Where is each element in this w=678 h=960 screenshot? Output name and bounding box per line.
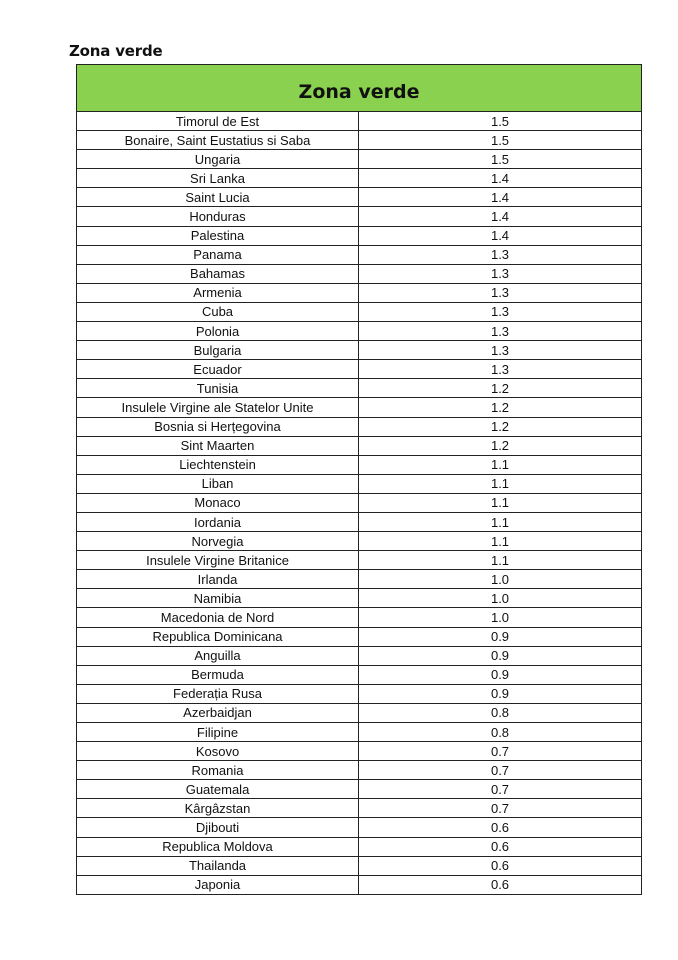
value-cell: 1.2 — [359, 379, 642, 398]
table-row — [77, 188, 642, 207]
table-header-row — [77, 65, 642, 112]
table-row — [77, 570, 642, 589]
value-cell: 1.2 — [359, 398, 642, 417]
value-cell: 0.9 — [359, 665, 642, 684]
table-row — [77, 322, 642, 341]
table-row — [77, 264, 642, 283]
country-cell: Sri Lanka — [77, 169, 359, 188]
table-row — [77, 131, 642, 150]
table-row — [77, 608, 642, 627]
table-row — [77, 169, 642, 188]
country-cell: Honduras — [77, 207, 359, 226]
country-cell: Ungaria — [77, 150, 359, 169]
country-cell: Kârgâzstan — [77, 799, 359, 818]
country-cell: Saint Lucia — [77, 188, 359, 207]
value-cell: 0.7 — [359, 780, 642, 799]
table-row — [77, 493, 642, 512]
country-cell: Romania — [77, 761, 359, 780]
country-cell: Liban — [77, 474, 359, 493]
country-cell: Timorul de Est — [77, 112, 359, 131]
country-cell: Norvegia — [77, 532, 359, 551]
table-row — [77, 150, 642, 169]
table-row — [77, 417, 642, 436]
country-cell: Insulele Virgine ale Statelor Unite — [77, 398, 359, 417]
value-cell: 0.6 — [359, 856, 642, 875]
country-cell: Bonaire, Saint Eustatius si Saba — [77, 131, 359, 150]
table-row — [77, 436, 642, 455]
value-cell: 0.7 — [359, 799, 642, 818]
table-row — [77, 703, 642, 722]
value-cell: 0.9 — [359, 646, 642, 665]
table-row — [77, 742, 642, 761]
table-row — [77, 684, 642, 703]
value-cell: 0.6 — [359, 818, 642, 837]
country-cell: Japonia — [77, 875, 359, 894]
country-cell: Bosnia si Herțegovina — [77, 417, 359, 436]
value-cell: 0.9 — [359, 684, 642, 703]
table-row — [77, 837, 642, 856]
country-cell: Bahamas — [77, 264, 359, 283]
table-row — [77, 398, 642, 417]
country-cell: Kosovo — [77, 742, 359, 761]
country-cell: Anguilla — [77, 646, 359, 665]
table-row — [77, 799, 642, 818]
table-row — [77, 474, 642, 493]
table-row — [77, 646, 642, 665]
value-cell: 1.2 — [359, 436, 642, 455]
value-cell: 1.3 — [359, 264, 642, 283]
table-row — [77, 818, 642, 837]
country-cell: Tunisia — [77, 379, 359, 398]
value-cell: 0.6 — [359, 837, 642, 856]
country-cell: Liechtenstein — [77, 455, 359, 474]
country-cell: Azerbaidjan — [77, 703, 359, 722]
table-row — [77, 532, 642, 551]
country-cell: Insulele Virgine Britanice — [77, 551, 359, 570]
table-row — [77, 723, 642, 742]
country-cell: Irlanda — [77, 570, 359, 589]
value-cell: 0.8 — [359, 723, 642, 742]
value-cell: 1.4 — [359, 188, 642, 207]
table-body — [77, 112, 642, 895]
table-row — [77, 302, 642, 321]
green-zone-table — [76, 64, 642, 895]
country-cell: Ecuador — [77, 360, 359, 379]
country-cell: Namibia — [77, 589, 359, 608]
value-cell: 1.5 — [359, 112, 642, 131]
value-cell: 1.1 — [359, 474, 642, 493]
value-cell: 1.2 — [359, 417, 642, 436]
table-row — [77, 761, 642, 780]
country-cell: Bulgaria — [77, 341, 359, 360]
value-cell: 0.8 — [359, 703, 642, 722]
table-header: Zona verde — [77, 65, 642, 112]
table-row — [77, 207, 642, 226]
value-cell: 1.5 — [359, 131, 642, 150]
country-cell: Sint Maarten — [77, 436, 359, 455]
table-row — [77, 551, 642, 570]
value-cell: 1.1 — [359, 551, 642, 570]
value-cell: 1.3 — [359, 341, 642, 360]
table-row — [77, 780, 642, 799]
value-cell: 1.1 — [359, 455, 642, 474]
country-cell: Cuba — [77, 302, 359, 321]
value-cell: 1.1 — [359, 512, 642, 531]
table-row — [77, 379, 642, 398]
country-cell: Filipine — [77, 723, 359, 742]
country-cell: Guatemala — [77, 780, 359, 799]
value-cell: 1.4 — [359, 226, 642, 245]
table-row — [77, 512, 642, 531]
table-row — [77, 455, 642, 474]
table-row — [77, 875, 642, 894]
table-row — [77, 226, 642, 245]
value-cell: 1.3 — [359, 283, 642, 302]
value-cell: 1.3 — [359, 302, 642, 321]
document-title: Zona verde — [69, 42, 163, 60]
country-cell: Iordania — [77, 512, 359, 531]
country-cell: Thailanda — [77, 856, 359, 875]
value-cell: 1.0 — [359, 570, 642, 589]
table-row — [77, 627, 642, 646]
table-row — [77, 341, 642, 360]
country-cell: Republica Dominicana — [77, 627, 359, 646]
value-cell: 0.6 — [359, 875, 642, 894]
value-cell: 1.5 — [359, 150, 642, 169]
table-row — [77, 856, 642, 875]
value-cell: 0.7 — [359, 742, 642, 761]
table-row — [77, 589, 642, 608]
country-cell: Armenia — [77, 283, 359, 302]
value-cell: 0.7 — [359, 761, 642, 780]
table-row — [77, 360, 642, 379]
value-cell: 1.1 — [359, 532, 642, 551]
value-cell: 1.4 — [359, 207, 642, 226]
value-cell: 1.0 — [359, 608, 642, 627]
table-row — [77, 112, 642, 131]
country-cell: Palestina — [77, 226, 359, 245]
country-cell: Polonia — [77, 322, 359, 341]
country-cell: Federația Rusa — [77, 684, 359, 703]
value-cell: 1.3 — [359, 322, 642, 341]
country-cell: Djibouti — [77, 818, 359, 837]
country-cell: Bermuda — [77, 665, 359, 684]
value-cell: 0.9 — [359, 627, 642, 646]
country-cell: Panama — [77, 245, 359, 264]
value-cell: 1.1 — [359, 493, 642, 512]
country-cell: Monaco — [77, 493, 359, 512]
value-cell: 1.3 — [359, 360, 642, 379]
table-row — [77, 665, 642, 684]
value-cell: 1.4 — [359, 169, 642, 188]
country-cell: Macedonia de Nord — [77, 608, 359, 627]
country-cell: Republica Moldova — [77, 837, 359, 856]
table-row — [77, 245, 642, 264]
table-row — [77, 283, 642, 302]
value-cell: 1.0 — [359, 589, 642, 608]
value-cell: 1.3 — [359, 245, 642, 264]
